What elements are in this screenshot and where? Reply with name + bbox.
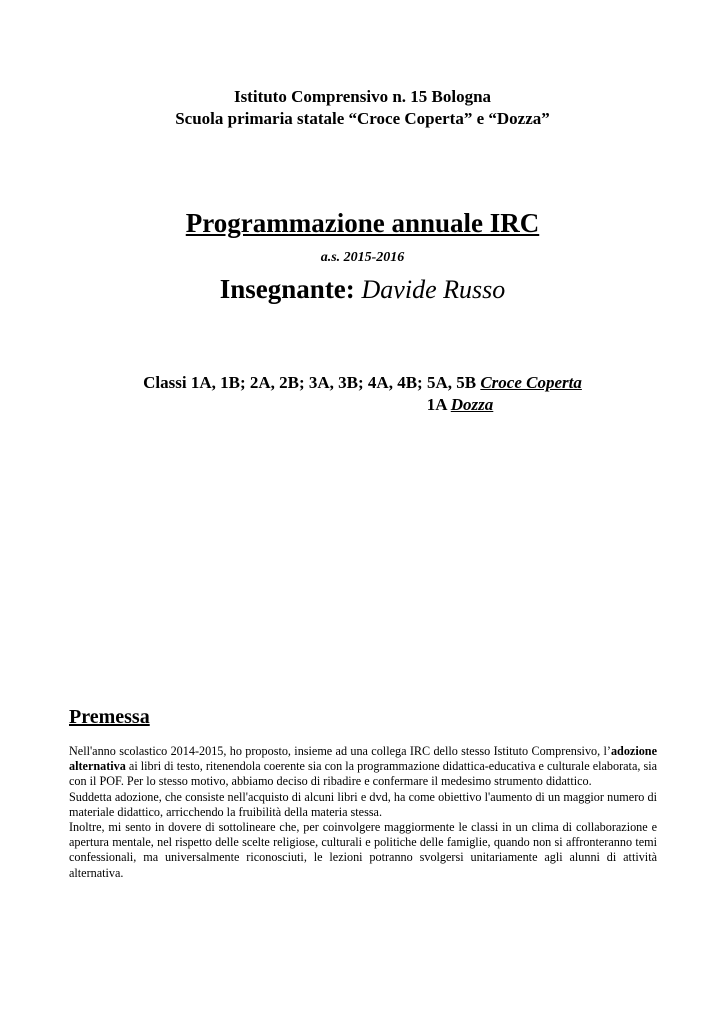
class-1a: 1A xyxy=(426,395,451,414)
paragraph-bold-text: adozione alternativa xyxy=(69,744,657,774)
section-body xyxy=(69,744,657,881)
school-croce-coperta: Croce Coperta xyxy=(480,373,582,392)
paragraph-text: ai libri di testo, ritenendola coerente sia con la programmazione didattica-educativa e culturale elaborata, sia con il POF. Per lo stesso motivo, abbiamo deciso di ribadire e confermare il medesimo strumento didattico. xyxy=(69,759,657,789)
section-heading: Premessa xyxy=(69,706,150,728)
document-title: Programmazione annuale IRC xyxy=(185,208,540,238)
paragraph xyxy=(69,744,657,790)
school-year: a.s. 2015-2016 xyxy=(320,250,405,265)
institute-name: Istituto Comprensivo n. 15 Bologna xyxy=(233,87,492,106)
teacher-line xyxy=(0,274,725,305)
classes-block xyxy=(0,372,725,416)
classes-list: Classi 1A, 1B; 2A, 2B; 3A, 3B; 4A, 4B; 5A, 5B xyxy=(143,373,481,392)
classes-line-2 xyxy=(0,394,725,416)
paragraph-text: Nell'anno scolastico 2014-2015, ho proposto, insieme ad una collega IRC dello stesso Istituto Comprensivo, l’ xyxy=(69,744,611,758)
paragraph: Inoltre, mi sento in dovere di sottolineare che, per coinvolgere maggiormente le classi in un clima di collaborazione e apertura mentale, nel rispetto delle scelte religiose, culturali e politiche delle famiglie, quando non si affronteranno temi confessionali, ma universalmente riconosciuti, le lezioni potranno svolgersi unitariamente agli alunni di attività alternativa. xyxy=(69,820,657,880)
document-header xyxy=(0,86,725,130)
school-name: Scuola primaria statale “Croce Coperta” e “Dozza” xyxy=(175,109,550,128)
teacher-label: Insegnante: xyxy=(219,274,355,304)
paragraph: Suddetta adozione, che consiste nell'acquisto di alcuni libri e dvd, ha come obiettivo l'aumento di un maggior numero di materiale didattico, arricchendo la fruibilità della materia stessa. xyxy=(69,789,657,819)
teacher-name: Davide Russo xyxy=(361,275,506,304)
school-dozza: Dozza xyxy=(450,395,494,414)
